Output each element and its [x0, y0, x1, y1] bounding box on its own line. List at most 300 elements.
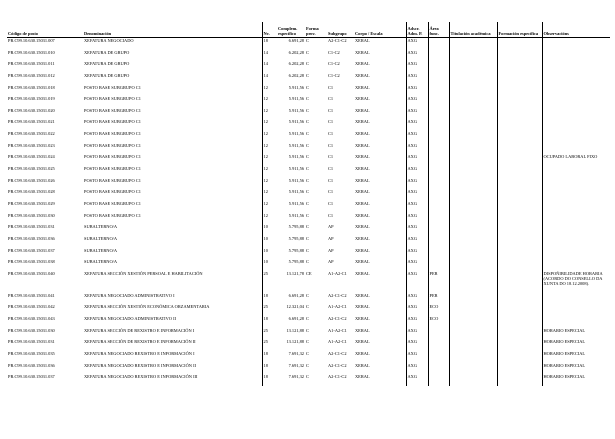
table-row	[7, 119, 610, 131]
cell-forma: C	[306, 374, 309, 380]
cell-complemento: 6.691,28	[288, 292, 304, 298]
cell-denominacion: POSTO BASE SUBGRUPO C1	[84, 189, 141, 195]
cell-area	[428, 85, 449, 97]
cell-forma: C	[306, 38, 309, 43]
cell-area	[428, 119, 449, 131]
cell-adscr: AXG	[406, 339, 428, 351]
cell-observacions	[542, 248, 610, 260]
cell-adscr: AXG	[406, 131, 428, 143]
cell-titulacion	[449, 213, 497, 225]
cell-nivel: 18	[262, 38, 277, 50]
cell-titulacion	[449, 224, 497, 236]
cell-adscr: AXG	[406, 201, 428, 213]
cell-corpo: XERAL	[355, 61, 370, 67]
cell-denominacion: SUBALTERNO/A	[84, 224, 118, 230]
cell-nivel: 18	[262, 363, 277, 375]
cell-adscr: AXG	[406, 143, 428, 155]
cell-nivel: 12	[262, 178, 277, 190]
cell-complemento: 6.202,28	[288, 61, 304, 67]
cell-subgrupo: A2-C1-C2	[328, 362, 347, 368]
cell-observacions	[542, 259, 610, 271]
cell-titulacion	[449, 143, 497, 155]
cell-nivel: 12	[262, 213, 277, 225]
cell-forma: C	[306, 154, 309, 160]
cell-forma: C	[306, 327, 309, 333]
table-row	[7, 166, 610, 178]
cell-titulacion	[449, 178, 497, 190]
table-row	[7, 351, 610, 363]
cell-observacions	[542, 213, 610, 225]
cell-area	[428, 38, 449, 50]
cell-nivel: 25	[262, 328, 277, 340]
cell-area	[428, 201, 449, 213]
header-subgrupo: Subgrupo	[327, 22, 354, 38]
cell-titulacion	[449, 131, 497, 143]
cell-area	[428, 351, 449, 363]
table-body	[7, 38, 610, 386]
table-row	[7, 304, 610, 316]
cell-adscr: AXG	[406, 374, 428, 386]
cell-corpo: XERAL	[355, 107, 370, 113]
cell-subgrupo: A2-C1-C2	[328, 351, 347, 357]
cell-complemento: 7.691,32	[288, 362, 304, 368]
cell-nivel: 12	[262, 166, 277, 178]
cell-corpo: XERAL	[355, 38, 370, 43]
cell-area	[428, 61, 449, 73]
cell-complemento: 5.911,56	[288, 212, 304, 218]
cell-area	[428, 339, 449, 351]
cell-nivel: 12	[262, 108, 277, 120]
cell-adscr: AXG	[406, 351, 428, 363]
cell-formacion	[497, 213, 542, 225]
cell-codigo: PR.C99.10.630.15031.036	[8, 235, 55, 241]
cell-corpo: XERAL	[355, 247, 370, 253]
cell-codigo: PR.C99.10.630.15031.031	[8, 339, 55, 345]
cell-titulacion	[449, 73, 497, 85]
cell-denominacion: XEFATURA NEGOCIADO REXISTRO E INFORMACIÓN III	[84, 374, 198, 380]
cell-nivel: 10	[262, 248, 277, 260]
table-row	[7, 96, 610, 108]
cell-denominacion: XEFATURA NEGOCIADO	[84, 38, 134, 43]
table-row	[7, 363, 610, 375]
cell-forma: C	[306, 107, 309, 113]
cell-complemento: 5.911,56	[288, 154, 304, 160]
cell-formacion	[497, 339, 542, 351]
cell-formacion	[497, 38, 542, 50]
cell-observacions	[542, 166, 610, 178]
cell-area	[428, 236, 449, 248]
cell-titulacion	[449, 304, 497, 316]
header-forma: Forma prov.	[305, 22, 327, 38]
cell-observacions	[542, 178, 610, 190]
cell-area	[428, 374, 449, 386]
cell-formacion	[497, 119, 542, 131]
cell-formacion	[497, 236, 542, 248]
cell-codigo: PR.C99.10.630.15031.021	[8, 119, 55, 125]
cell-complemento: 5.795,88	[288, 224, 304, 230]
cell-formacion	[497, 363, 542, 375]
cell-subgrupo: C1	[328, 177, 334, 183]
cell-adscr: AXG	[406, 178, 428, 190]
cell-complemento: 5.911,56	[288, 142, 304, 148]
cell-corpo: XERAL	[355, 327, 370, 333]
cell-subgrupo: AP	[328, 235, 334, 241]
cell-adscr: AXG	[406, 96, 428, 108]
cell-denominacion: SUBALTERNO/A	[84, 235, 118, 241]
cell-denominacion: XEFATURA DE GRUPO	[84, 72, 130, 78]
table-row	[7, 316, 610, 328]
cell-formacion	[497, 50, 542, 62]
cell-denominacion: XEFATURA SECCIÓN XESTIÓN ECONÓMICA ORZAMENTARIA	[84, 304, 210, 310]
cell-observacions	[542, 38, 610, 50]
cell-denominacion: POSTO BASE SUBGRUPO C1	[84, 200, 141, 206]
cell-nivel: 12	[262, 119, 277, 131]
cell-forma: C	[306, 362, 309, 368]
cell-subgrupo: C1	[328, 212, 334, 218]
cell-subgrupo: C1	[328, 84, 334, 90]
cell-denominacion: XEFATURA SECCIÓN DE REXISTRO E INFORMACIÓN II	[84, 339, 196, 345]
cell-corpo: XERAL	[355, 177, 370, 183]
cell-adscr: AXG	[406, 38, 428, 50]
cell-codigo: PR.C99.10.630.15031.030	[8, 327, 55, 333]
cell-adscr: AXG	[406, 224, 428, 236]
cell-subgrupo: C1-C2	[328, 61, 340, 67]
cell-denominacion: SUBALTERNO/A	[84, 247, 118, 253]
table-row	[7, 213, 610, 225]
cell-denominacion: XEFATURA DE GRUPO	[84, 61, 130, 67]
cell-subgrupo: C1	[328, 166, 334, 172]
table-row	[7, 50, 610, 62]
cell-titulacion	[449, 328, 497, 340]
cell-formacion	[497, 293, 542, 305]
cell-denominacion: XEFATURA NEGOCIADO ADMINISTRATIVO II	[84, 316, 176, 322]
cell-subgrupo: AP	[328, 247, 334, 253]
header-formacion: Formación específica	[497, 22, 542, 38]
cell-forma: C	[306, 212, 309, 218]
cell-corpo: XERAL	[355, 339, 370, 345]
cell-complemento: 7.691,32	[288, 374, 304, 380]
cell-observacions: OCUPADO LABORAL FIXO	[542, 154, 610, 166]
cell-nivel: 25	[262, 339, 277, 351]
cell-area: PER	[428, 271, 449, 293]
cell-complemento: 6.202,28	[288, 72, 304, 78]
cell-area	[428, 224, 449, 236]
cell-observacions	[542, 304, 610, 316]
cell-nivel: 12	[262, 85, 277, 97]
cell-area	[428, 189, 449, 201]
cell-adscr: AXG	[406, 213, 428, 225]
cell-denominacion: XEFATURA NEGOCIADO ADMINISTRATIVO I	[84, 292, 175, 298]
cell-subgrupo: C1	[328, 131, 334, 137]
cell-complemento: 13.121,88	[286, 339, 304, 345]
cell-corpo: XERAL	[355, 351, 370, 357]
table-header	[7, 22, 610, 38]
cell-titulacion	[449, 96, 497, 108]
cell-forma: C	[306, 166, 309, 172]
cell-codigo: PR.C99.10.630.15031.042	[8, 304, 55, 310]
cell-titulacion	[449, 166, 497, 178]
cell-titulacion	[449, 154, 497, 166]
cell-subgrupo: C1	[328, 107, 334, 113]
cell-forma: C	[306, 189, 309, 195]
cell-nivel: 14	[262, 61, 277, 73]
cell-codigo: PR.C99.10.630.15031.022	[8, 131, 55, 137]
cell-nivel: 10	[262, 259, 277, 271]
cell-observacions: DISPOÑIBILIDADE HORARIA (ACORDO DO CONSELLO DA XUNTA DO 18.12.2008).	[542, 271, 610, 293]
cell-adscr: AXG	[406, 293, 428, 305]
cell-complemento: 6.691,28	[288, 316, 304, 322]
cell-nivel: 14	[262, 50, 277, 62]
cell-denominacion: POSTO BASE SUBGRUPO C1	[84, 166, 141, 172]
cell-titulacion	[449, 119, 497, 131]
cell-nivel: 18	[262, 293, 277, 305]
cell-forma: C	[306, 235, 309, 241]
cell-formacion	[497, 304, 542, 316]
cell-formacion	[497, 316, 542, 328]
cell-adscr: AXG	[406, 73, 428, 85]
cell-area	[428, 108, 449, 120]
cell-codigo: PR.C99.10.630.15031.020	[8, 107, 55, 113]
cell-corpo: XERAL	[355, 131, 370, 137]
cell-codigo: PR.C99.10.630.15031.024	[8, 154, 55, 160]
cell-nivel: 12	[262, 96, 277, 108]
cell-adscr: AXG	[406, 316, 428, 328]
cell-observacions	[542, 316, 610, 328]
cell-nivel: 10	[262, 236, 277, 248]
cell-adscr: AXG	[406, 50, 428, 62]
header-corpo: Corpo / Escala	[354, 22, 406, 38]
cell-nivel: 10	[262, 224, 277, 236]
header-row	[7, 22, 610, 38]
header-adscr: Adscr. Adm. P.	[406, 22, 428, 38]
cell-formacion	[497, 73, 542, 85]
cell-subgrupo: A1-A2-C1	[328, 339, 347, 345]
cell-complemento: 5.911,56	[288, 177, 304, 183]
cell-formacion	[497, 166, 542, 178]
table-row	[7, 189, 610, 201]
cell-codigo: PR.C99.10.630.15031.010	[8, 49, 55, 55]
cell-titulacion	[449, 293, 497, 305]
cell-corpo: XERAL	[355, 96, 370, 102]
header-observacions: Observacións	[542, 22, 610, 38]
cell-complemento: 6.691,28	[288, 38, 304, 43]
cell-corpo: XERAL	[355, 200, 370, 206]
cell-observacions	[542, 96, 610, 108]
cell-forma: C	[306, 339, 309, 345]
cell-adscr: AXG	[406, 119, 428, 131]
cell-formacion	[497, 259, 542, 271]
cell-formacion	[497, 178, 542, 190]
cell-complemento: 5.911,56	[288, 107, 304, 113]
cell-titulacion	[449, 61, 497, 73]
cell-complemento: 5.911,56	[288, 84, 304, 90]
table-row	[7, 259, 610, 271]
cell-area	[428, 259, 449, 271]
table-row	[7, 154, 610, 166]
table-row	[7, 131, 610, 143]
cell-codigo: PR.C99.10.630.15031.043	[8, 316, 55, 322]
cell-corpo: XERAL	[355, 362, 370, 368]
cell-nivel: 12	[262, 189, 277, 201]
cell-forma: C	[306, 84, 309, 90]
cell-nivel: 12	[262, 143, 277, 155]
cell-titulacion	[449, 38, 497, 50]
header-denominacion: Denominación	[83, 22, 262, 38]
cell-corpo: XERAL	[355, 72, 370, 78]
cell-denominacion: POSTO BASE SUBGRUPO C1	[84, 131, 141, 137]
cell-area: PER	[428, 293, 449, 305]
cell-adscr: AXG	[406, 363, 428, 375]
table-row	[7, 339, 610, 351]
cell-observacions	[542, 119, 610, 131]
cell-complemento: 7.691,32	[288, 351, 304, 357]
cell-forma: C	[306, 177, 309, 183]
cell-formacion	[497, 351, 542, 363]
cell-complemento: 5.911,56	[288, 189, 304, 195]
cell-observacions: HORARIO ESPECIAL	[542, 374, 610, 386]
table-row	[7, 328, 610, 340]
cell-denominacion: XEFATURA SECCIÓN DE REXISTRO E INFORMACIÓN I	[84, 327, 195, 333]
cell-denominacion: XEFATURA NEGOCIADO REXISTRO E INFORMACIÓN I	[84, 351, 195, 357]
cell-codigo: PR.C99.10.630.15031.019	[8, 96, 55, 102]
cell-adscr: AXG	[406, 248, 428, 260]
cell-observacions	[542, 85, 610, 97]
cell-observacions: HORARIO ESPECIAL	[542, 351, 610, 363]
cell-titulacion	[449, 236, 497, 248]
cell-subgrupo: C1	[328, 142, 334, 148]
cell-subgrupo: C1	[328, 96, 334, 102]
cell-subgrupo: A2-C1-C2	[328, 374, 347, 380]
cell-titulacion	[449, 259, 497, 271]
cell-denominacion: POSTO BASE SUBGRUPO C1	[84, 212, 141, 218]
cell-observacions	[542, 50, 610, 62]
cell-denominacion: POSTO BASE SUBGRUPO C1	[84, 154, 141, 160]
cell-observacions	[542, 224, 610, 236]
cell-subgrupo: A2-C1-C2	[328, 38, 347, 43]
cell-denominacion: POSTO BASE SUBGRUPO C1	[84, 107, 141, 113]
cell-observacions	[542, 73, 610, 85]
cell-complemento: 5.911,56	[288, 131, 304, 137]
cell-codigo: PR.C99.10.630.15031.030	[8, 212, 55, 218]
cell-titulacion	[449, 248, 497, 260]
cell-adscr: AXG	[406, 236, 428, 248]
cell-complemento: 13.121,78	[286, 270, 304, 276]
cell-titulacion	[449, 108, 497, 120]
cell-denominacion: POSTO BASE SUBGRUPO C1	[84, 119, 141, 125]
cell-corpo: XERAL	[355, 224, 370, 230]
cell-area: ECO	[428, 316, 449, 328]
cell-forma: C	[306, 259, 309, 265]
cell-forma: CE	[306, 270, 312, 276]
cell-corpo: XERAL	[355, 270, 370, 276]
table-row	[7, 143, 610, 155]
header-nivel: Nv.	[262, 22, 277, 38]
header-codigo: Código de posto	[7, 22, 83, 38]
cell-corpo: XERAL	[355, 119, 370, 125]
table-row	[7, 108, 610, 120]
cell-forma: C	[306, 131, 309, 137]
table-row	[7, 61, 610, 73]
cell-observacions	[542, 61, 610, 73]
cell-observacions: HORARIO ESPECIAL	[542, 328, 610, 340]
cell-forma: C	[306, 61, 309, 67]
table-row	[7, 178, 610, 190]
cell-forma: C	[306, 304, 309, 310]
cell-codigo: PR.C99.10.630.15031.029	[8, 200, 55, 206]
cell-corpo: XERAL	[355, 84, 370, 90]
cell-denominacion: SUBALTERNO/A	[84, 259, 118, 265]
cell-observacions	[542, 201, 610, 213]
cell-denominacion: XEFATURA DE GRUPO	[84, 49, 130, 55]
cell-forma: C	[306, 351, 309, 357]
cell-area	[428, 143, 449, 155]
cell-codigo: PR.C99.10.630.15031.040	[8, 270, 55, 276]
cell-complemento: 5.911,56	[288, 119, 304, 125]
cell-formacion	[497, 96, 542, 108]
table-row	[7, 271, 610, 293]
cell-nivel: 18	[262, 316, 277, 328]
cell-nivel: 25	[262, 304, 277, 316]
cell-adscr: AXG	[406, 328, 428, 340]
cell-formacion	[497, 85, 542, 97]
cell-subgrupo: C1	[328, 119, 334, 125]
cell-formacion	[497, 374, 542, 386]
cell-corpo: XERAL	[355, 166, 370, 172]
cell-titulacion	[449, 316, 497, 328]
cell-observacions	[542, 189, 610, 201]
cell-corpo: XERAL	[355, 374, 370, 380]
cell-area	[428, 154, 449, 166]
cell-subgrupo: C1	[328, 154, 334, 160]
table-row	[7, 73, 610, 85]
cell-nivel: 12	[262, 131, 277, 143]
cell-denominacion: POSTO BASE SUBGRUPO C1	[84, 142, 141, 148]
cell-corpo: XERAL	[355, 304, 370, 310]
cell-adscr: AXG	[406, 166, 428, 178]
cell-forma: C	[306, 72, 309, 78]
cell-subgrupo: AP	[328, 259, 334, 265]
cell-titulacion	[449, 201, 497, 213]
cell-adscr: AXG	[406, 189, 428, 201]
cell-formacion	[497, 271, 542, 293]
cell-codigo: PR.C99.10.630.15031.018	[8, 84, 55, 90]
cell-forma: C	[306, 200, 309, 206]
cell-complemento: 6.202,28	[288, 49, 304, 55]
cell-complemento: 13.121,88	[286, 327, 304, 333]
cell-denominacion: POSTO BASE SUBGRUPO C1	[84, 84, 141, 90]
cell-corpo: XERAL	[355, 212, 370, 218]
cell-codigo: PR.C99.10.630.15031.031	[8, 224, 55, 230]
table-row	[7, 293, 610, 305]
cell-titulacion	[449, 85, 497, 97]
cell-corpo: XERAL	[355, 189, 370, 195]
cell-area	[428, 96, 449, 108]
cell-area: ECO	[428, 304, 449, 316]
cell-adscr: AXG	[406, 304, 428, 316]
cell-forma: C	[306, 247, 309, 253]
cell-area	[428, 363, 449, 375]
cell-subgrupo: A1-A2-C1	[328, 327, 347, 333]
cell-codigo: PR.C99.10.630.15031.035	[8, 351, 55, 357]
cell-codigo: PR.C99.10.630.15031.037	[8, 374, 55, 380]
cell-forma: C	[306, 316, 309, 322]
cell-corpo: XERAL	[355, 142, 370, 148]
table-row	[7, 374, 610, 386]
cell-subgrupo: A1-A2-C1	[328, 270, 347, 276]
cell-subgrupo: C1	[328, 189, 334, 195]
cell-nivel: 18	[262, 351, 277, 363]
cell-titulacion	[449, 271, 497, 293]
